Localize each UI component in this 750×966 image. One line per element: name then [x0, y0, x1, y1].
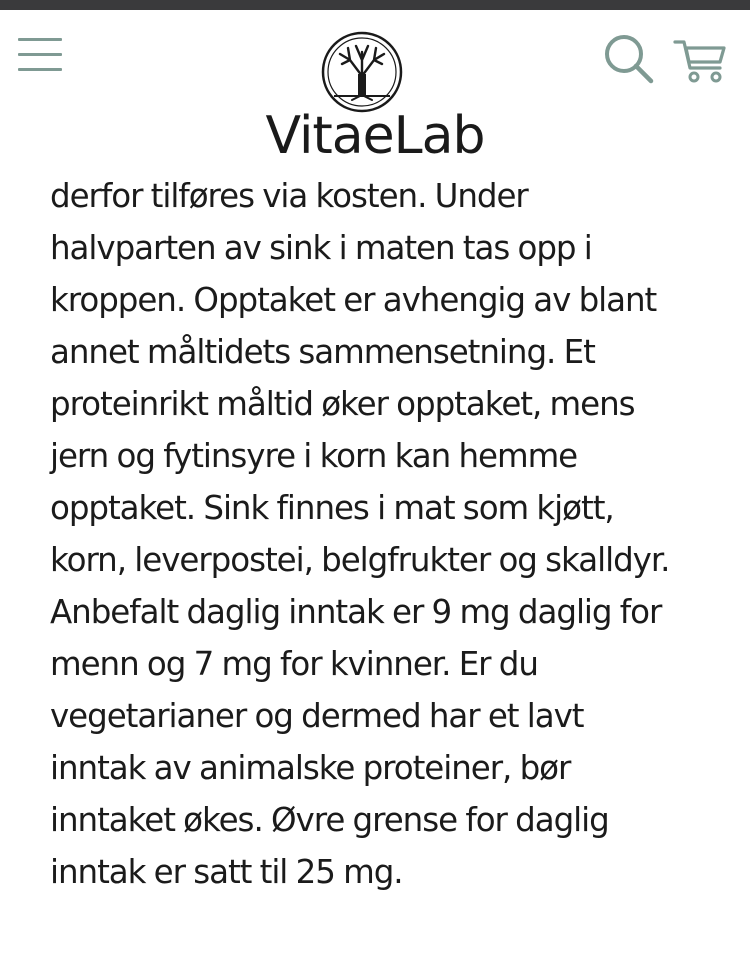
article-body: [50, 170, 720, 898]
text-line: inntaket økes. Øvre grense for daglig: [50, 801, 609, 839]
text-line: derfor tilføres via kosten. Under: [50, 177, 528, 215]
menu-bar: [18, 38, 62, 41]
article-paragraph: [50, 170, 720, 898]
tree-logo-icon[interactable]: [320, 30, 404, 114]
brand-logo-text[interactable]: VitaeLab: [265, 106, 485, 166]
text-line: halvparten av sink i maten tas opp i: [50, 229, 592, 267]
text-line: kroppen. Opptaket er avhengig av blant: [50, 281, 657, 319]
text-line: annet måltidets sammensetning. Et: [50, 333, 595, 371]
cart-icon[interactable]: [672, 32, 728, 86]
text-line: inntak av animalske proteiner, bør: [50, 749, 571, 787]
text-line: menn og 7 mg for kvinner. Er du: [50, 645, 538, 683]
menu-bar: [18, 68, 62, 71]
menu-bar: [18, 53, 62, 56]
text-line: Anbefalt daglig inntak er 9 mg daglig for: [50, 593, 662, 631]
text-line: vegetarianer og dermed har et lavt: [50, 697, 584, 735]
text-line: proteinrikt måltid øker opptaket, mens: [50, 385, 635, 423]
site-header: [0, 10, 750, 170]
status-bar-strip: [0, 0, 750, 10]
text-line: jern og fytinsyre i korn kan hemme: [50, 437, 578, 475]
hamburger-menu-icon[interactable]: [18, 36, 62, 74]
search-icon[interactable]: [602, 32, 656, 86]
text-line: opptaket. Sink finnes i mat som kjøtt,: [50, 489, 614, 527]
text-line: inntak er satt til 25 mg.: [50, 853, 403, 891]
text-line: korn, leverpostei, belgfrukter og skalldyr.: [50, 541, 670, 579]
